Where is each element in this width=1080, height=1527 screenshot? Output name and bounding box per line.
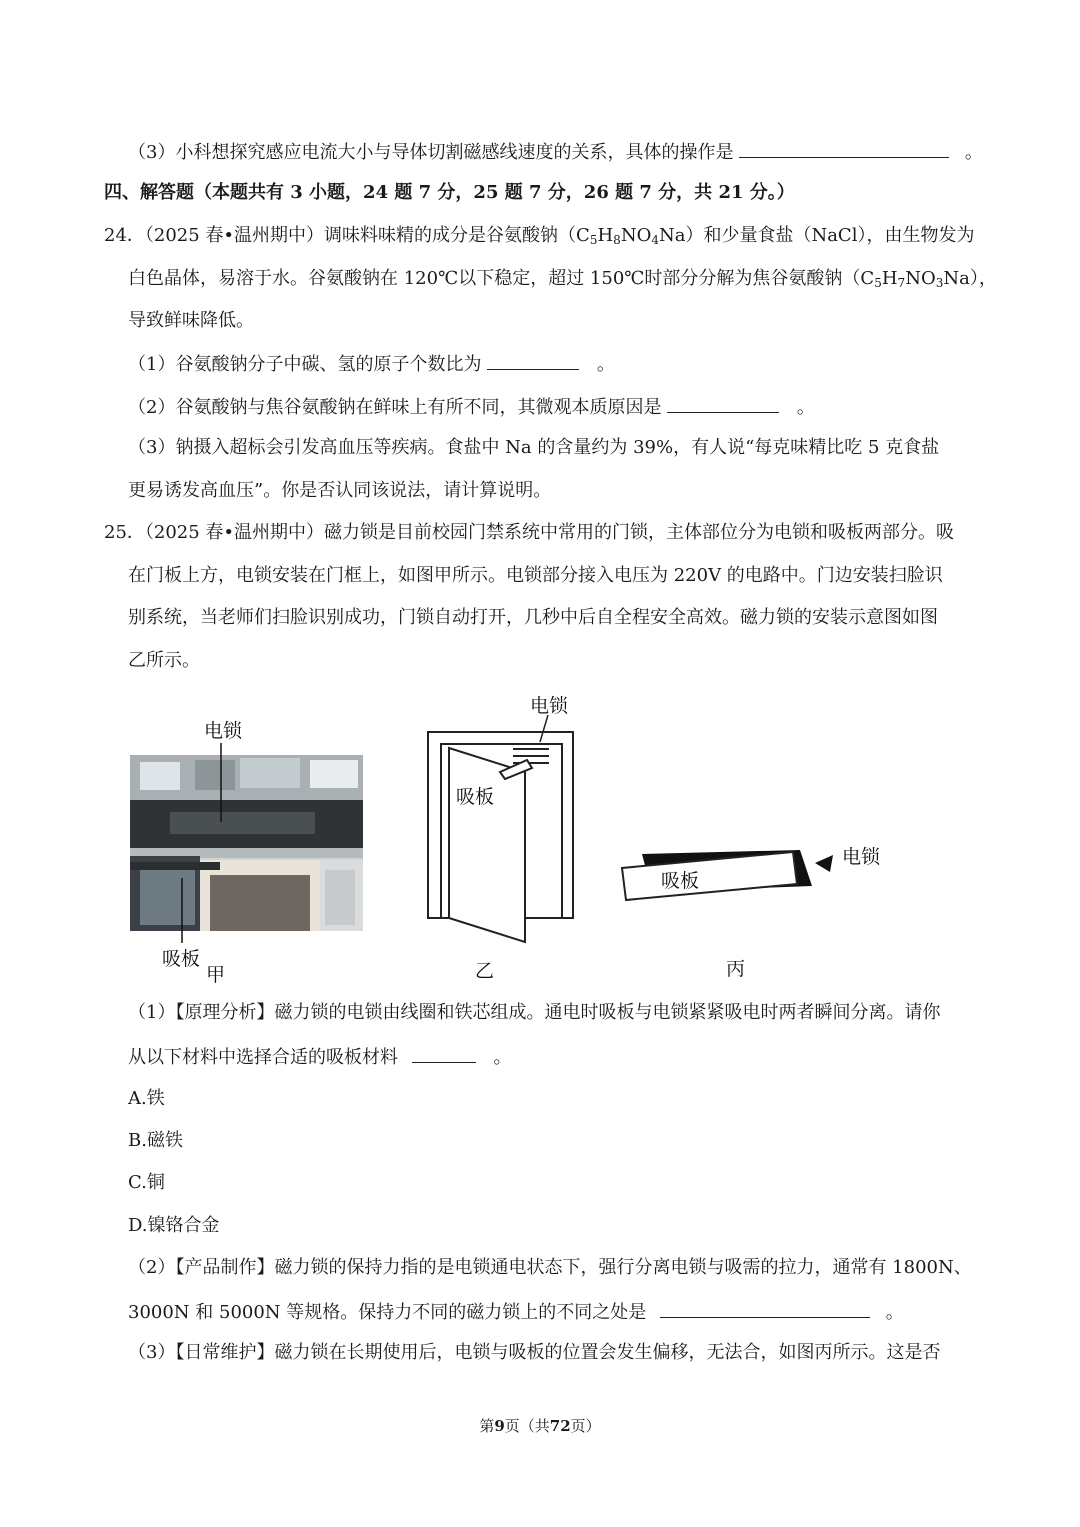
q24-part3-line2: 更易诱发高血压”。你是否认同该说法，请计算说明。	[128, 480, 552, 501]
q24-part2-end: 。	[796, 397, 815, 418]
q25-line3: 别系统，当老师们扫脸识别成功，门锁自动打开，几秒中后自全程安全高效。磁力锁的安装示意图如图	[128, 607, 938, 628]
q25-part1-end: 。	[493, 1047, 512, 1068]
door-diagram-yi	[428, 715, 573, 942]
q25-part1-text: 从以下材料中选择合适的吸板材料	[128, 1047, 398, 1068]
q24-line1-b: ）和少量食盐（NaCl），由生物发为	[685, 225, 975, 246]
q24-part1-text: （1）谷氨酸钠分子中碳、氢的原子个数比为	[128, 354, 482, 375]
q23-part3-text: （3）小科想探究感应电流大小与导体切割磁感线速度的关系，具体的操作是	[128, 142, 734, 163]
q24-line3: 导致鲜味降低。	[128, 310, 254, 331]
q24-line2-a: 白色晶体，易溶于水。谷氨酸钠在 120℃以下稳定，超过 150℃时部分分解为焦谷氨酸钠（C	[128, 268, 875, 289]
q24-line2-b: ），	[969, 268, 997, 289]
caption-yi: 乙	[475, 960, 495, 982]
q25-part2-end: 。	[885, 1302, 904, 1323]
label-bing-plate: 吸板	[661, 870, 700, 892]
q24-number: 24．	[104, 225, 145, 246]
option-c: C.铜	[128, 1172, 165, 1193]
answer-blank[interactable]	[660, 1299, 870, 1318]
q25-part1-line1: （1）【原理分析】磁力锁的电锁由线圈和铁芯组成。通电时吸板与电锁紧紧吸电时两者瞬间分离。请你	[128, 1002, 941, 1023]
label-jia-plate: 吸板	[162, 948, 201, 970]
page-total: 72	[549, 1417, 571, 1435]
q24-line1-a: （2025 春•温州期中）调味料味精的成分是谷氨酸钠（C	[144, 225, 590, 246]
section-heading: 四、解答题（本题共有 3 小题，24 题 7 分，25 题 7 分，26 题 7 分，共 21 分。）	[104, 182, 795, 203]
formula-part: NO	[905, 268, 936, 289]
formula-sub: 5	[874, 276, 882, 290]
q25-part2-text: 3000N 和 5000N 等规格。保持力不同的磁力锁上的不同之处是	[128, 1302, 647, 1323]
footer-suffix: 页）	[570, 1417, 601, 1435]
q25-line2: 在门板上方，电锁安装在门框上，如图甲所示。电锁部分接入电压为 220V 的电路中。门边安装扫脸识	[128, 565, 943, 586]
formula-part: H	[597, 225, 614, 246]
label-jia-lock: 电锁	[204, 720, 243, 742]
q25-part1-line2	[128, 1044, 511, 1070]
formula-part: Na	[658, 225, 686, 246]
formula-part: NO	[620, 225, 652, 246]
q24-part2-text: （2）谷氨酸钠与焦谷氨酸钠在鲜味上有所不同，其微观本质原因是	[128, 397, 662, 418]
q25-part3-line1: （3）【日常维护】磁力锁在长期使用后，电锁与吸板的位置会发生偏移，无法合，如图丙所示。这是否	[128, 1342, 941, 1363]
q25-line4: 乙所示。	[128, 650, 200, 671]
option-b: B.磁铁	[128, 1130, 183, 1151]
q23-part3-end: 。	[964, 142, 983, 163]
option-a: A.铁	[128, 1088, 165, 1109]
label-bing-lock: 电锁	[842, 846, 881, 868]
formula-sub: 7	[897, 276, 906, 290]
formula-part: H	[881, 268, 898, 289]
formula-sub: 4	[651, 233, 659, 247]
q25-line1: 25．（2025 春•温州期中）磁力锁是目前校园门禁系统中常用的门锁，主体部位分为电锁和吸板两部分。吸	[104, 522, 955, 543]
photo-jia	[130, 743, 363, 943]
footer-prefix: 第	[479, 1417, 495, 1435]
option-d: D.镍铬合金	[128, 1215, 220, 1236]
footer-mid: 页（共	[504, 1417, 550, 1435]
formula-sub: 8	[613, 233, 621, 247]
formula-sub: 5	[589, 233, 598, 247]
lock-diagram-bing	[622, 850, 833, 900]
formula-part: Na	[943, 268, 970, 289]
q24-part3-line1: （3）钠摄入超标会引发高血压等疾病。食盐中 Na 的含量约为 39%，有人说“每克味精比吃 5 克食盐	[128, 437, 940, 458]
q25-part2-line2	[128, 1299, 904, 1325]
caption-jia: 甲	[206, 964, 226, 986]
answer-blank[interactable]	[412, 1044, 476, 1063]
q25-part2-line1: （2）【产品制作】磁力锁的保持力指的是电锁通电状态下，强行分离电锁与吸需的拉力，通常有 1800N、	[128, 1257, 972, 1278]
label-yi-plate: 吸板	[456, 786, 495, 808]
page-footer	[0, 1415, 1080, 1436]
label-yi-lock: 电锁	[530, 695, 569, 717]
q24-part1-end: 。	[596, 354, 615, 375]
page-number: 9	[494, 1417, 505, 1435]
caption-bing: 丙	[726, 958, 746, 980]
formula-sub: 3	[935, 276, 944, 290]
